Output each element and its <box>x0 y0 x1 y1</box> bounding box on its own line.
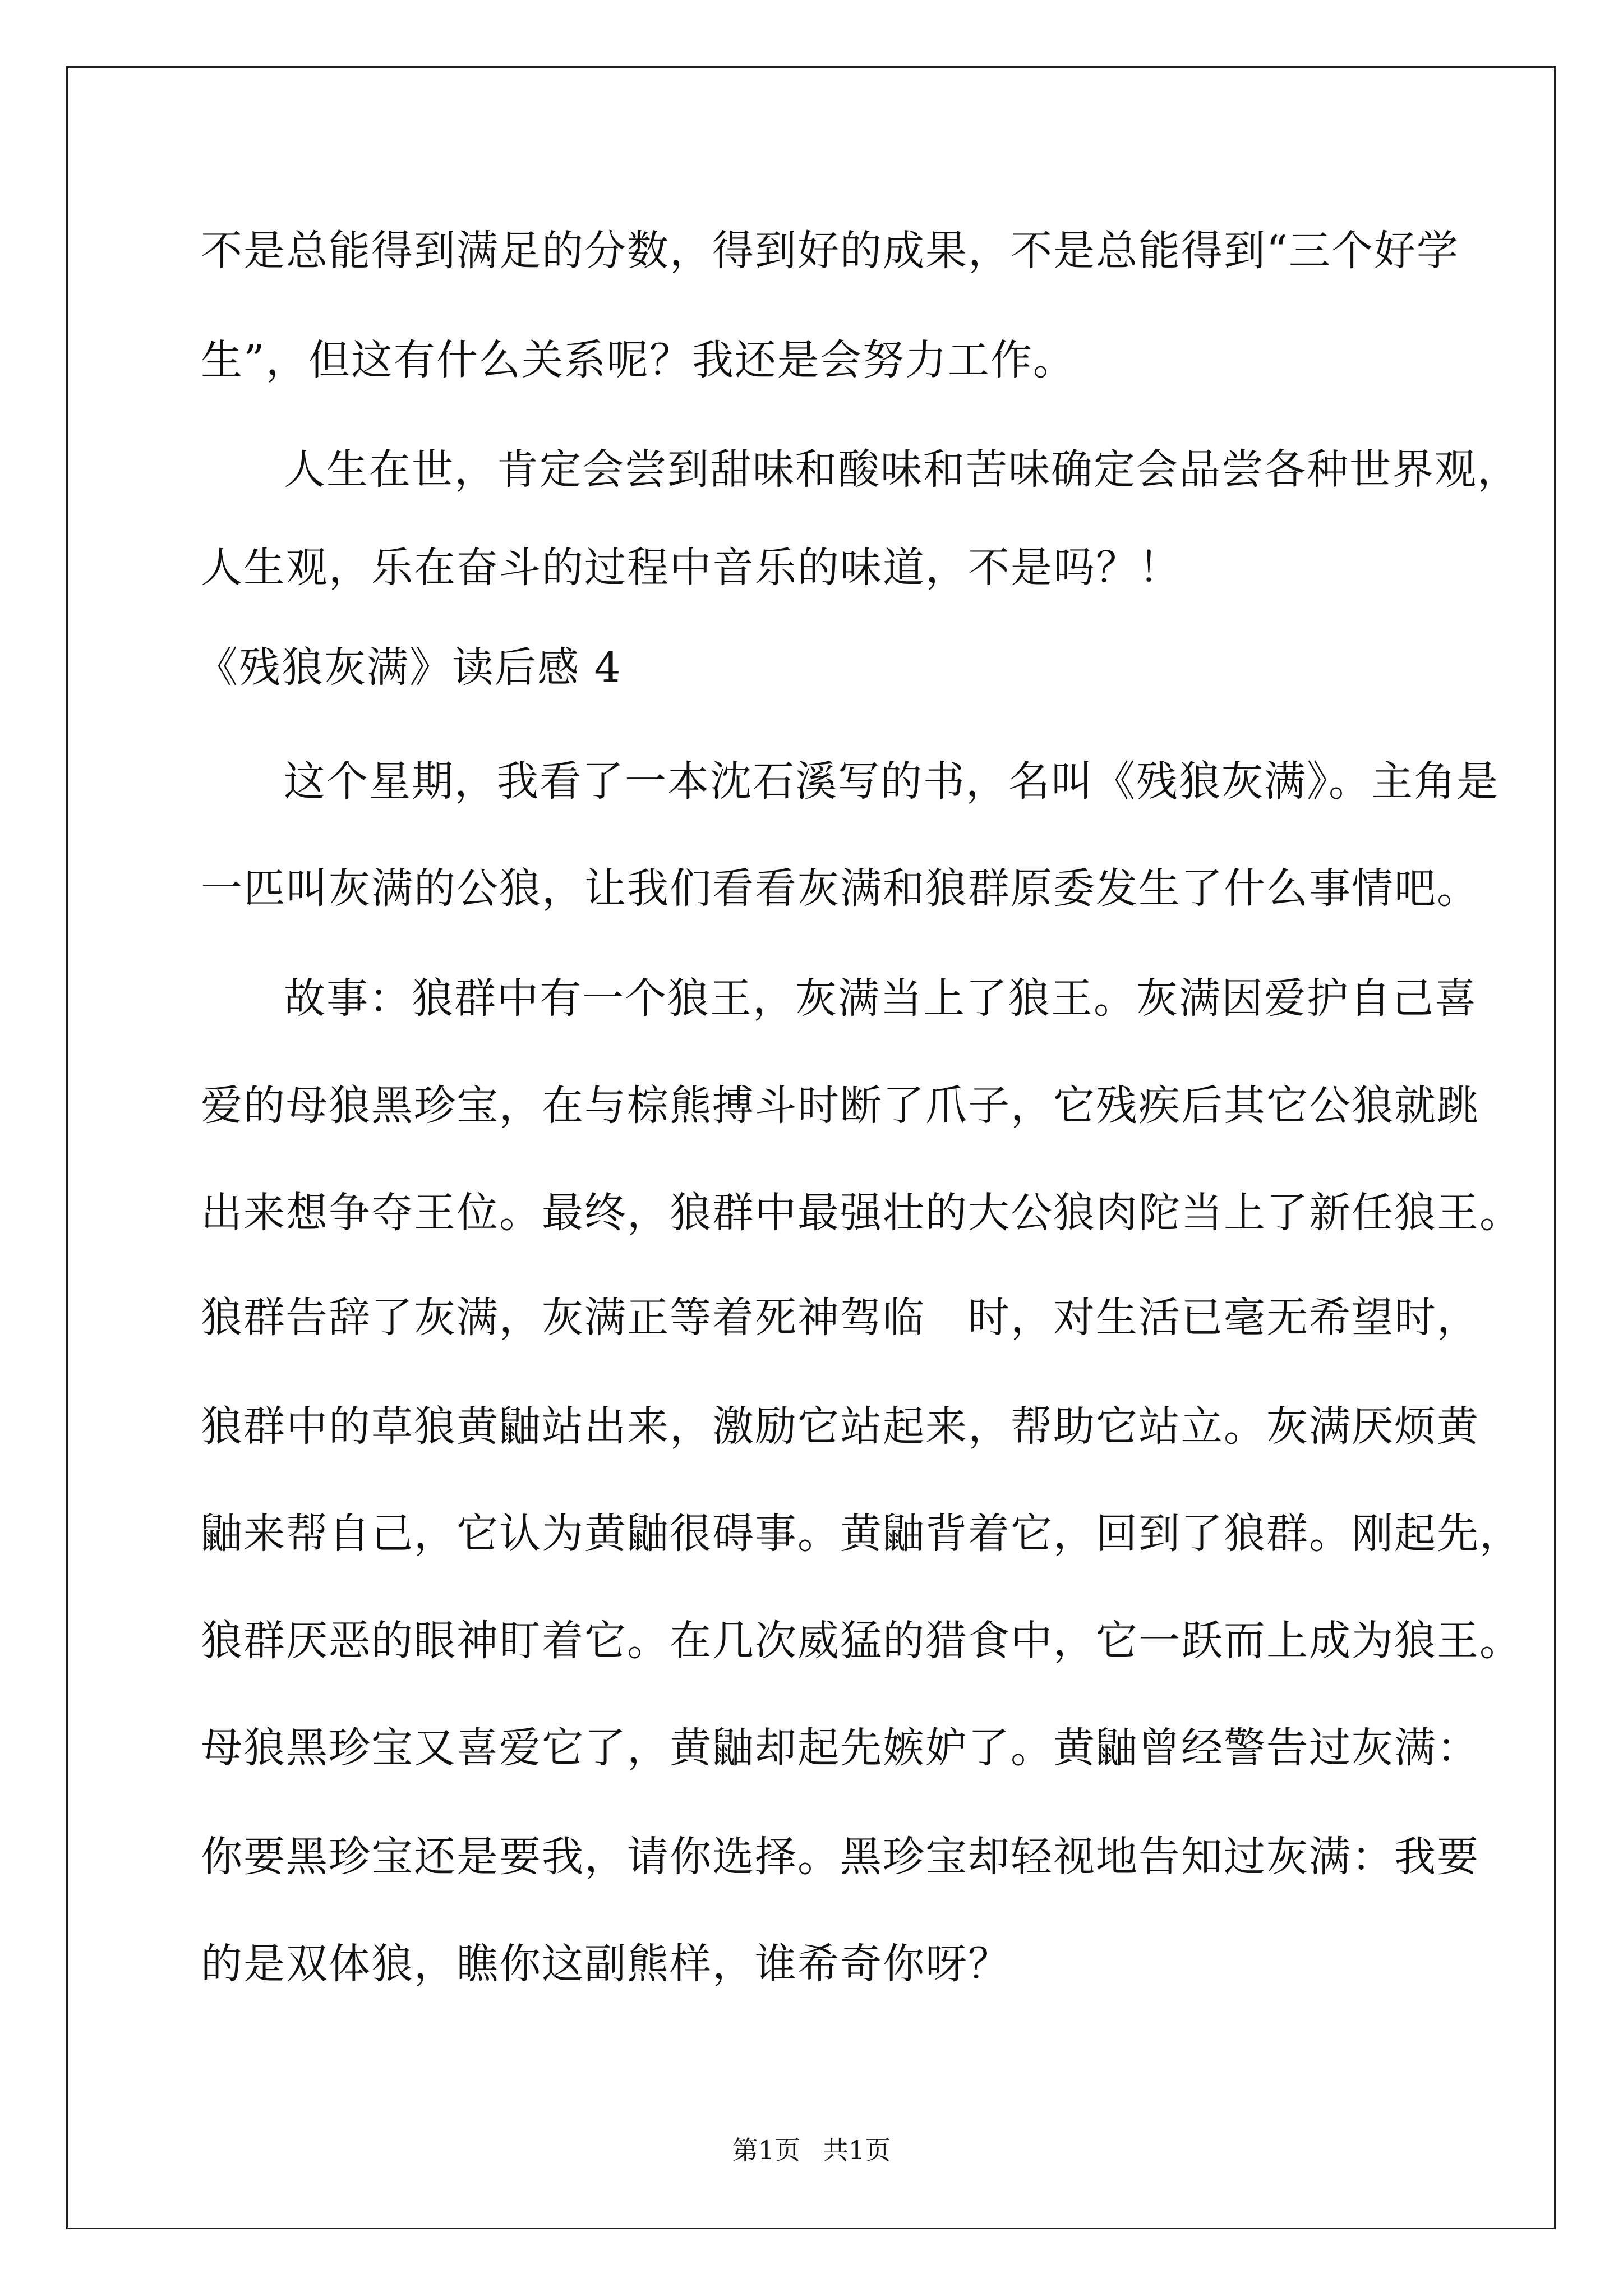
page-border <box>66 66 1556 2229</box>
paragraph-line: 出来想争夺王位。最终，狼群中最强壮的大公狼肉陀当上了新任狼王。 <box>201 1189 1522 1237</box>
paragraph-line: 你要黑珍宝还是要我，请你选择。黑珍宝却轻视地告知过灰满：我要 <box>201 1833 1479 1881</box>
paragraph-line: 一匹叫灰满的公狼，让我们看看灰满和狼群原委发生了什么事情吧。 <box>201 864 1479 913</box>
paragraph-line: 狼群厌恶的眼神盯着它。在几次威猛的猎食中，它一跃而上成为狼王。 <box>201 1617 1522 1665</box>
paragraph-line: 生”，但这有什么关系呢？我还是会努力工作。 <box>201 336 1076 384</box>
paragraph-line: 人生在世，肯定会尝到甜味和酸味和苦味确定会品尝各种世界观， <box>284 445 1520 494</box>
page-number: 第1页 <box>732 2135 800 2165</box>
paragraph-line: 母狼黑珍宝又喜爱它了，黄鼬却起先嫉妒了。黄鼬曾经警告过灰满： <box>201 1724 1479 1772</box>
paragraph-line: 鼬来帮自己，它认为黄鼬很碍事。黄鼬背着它，回到了狼群。刚起先， <box>201 1510 1522 1558</box>
paragraph-line: 的是双体狼，瞧你这副熊样，谁希奇你呀？ <box>201 1940 1011 1988</box>
page-total: 共1页 <box>823 2135 891 2165</box>
paragraph-line: 人生观，乐在奋斗的过程中音乐的味道，不是吗？！ <box>201 544 1181 592</box>
page-footer <box>0 2134 1623 2166</box>
paragraph-line: 故事：狼群中有一个狼王，灰满当上了狼王。灰满因爱护自己喜 <box>284 974 1477 1023</box>
section-heading: 《残狼灰满》读后感 4 <box>196 643 622 692</box>
paragraph-line: 这个星期，我看了一本沈石溪写的书，名叫《残狼灰满》。主角是 <box>284 757 1499 806</box>
paragraph-line: 狼群中的草狼黄鼬站出来，激励它站起来，帮助它站立。灰满厌烦黄 <box>201 1402 1479 1451</box>
paragraph-line: 狼群告辞了灰满，灰满正等着死神驾临 时，对生活已毫无希望时， <box>201 1294 1479 1342</box>
paragraph-line: 爱的母狼黑珍宝，在与棕熊搏斗时断了爪子，它残疾后其它公狼就跳 <box>201 1082 1479 1130</box>
paragraph-line: 不是总能得到满足的分数，得到好的成果，不是总能得到“三个好学 <box>201 227 1459 275</box>
